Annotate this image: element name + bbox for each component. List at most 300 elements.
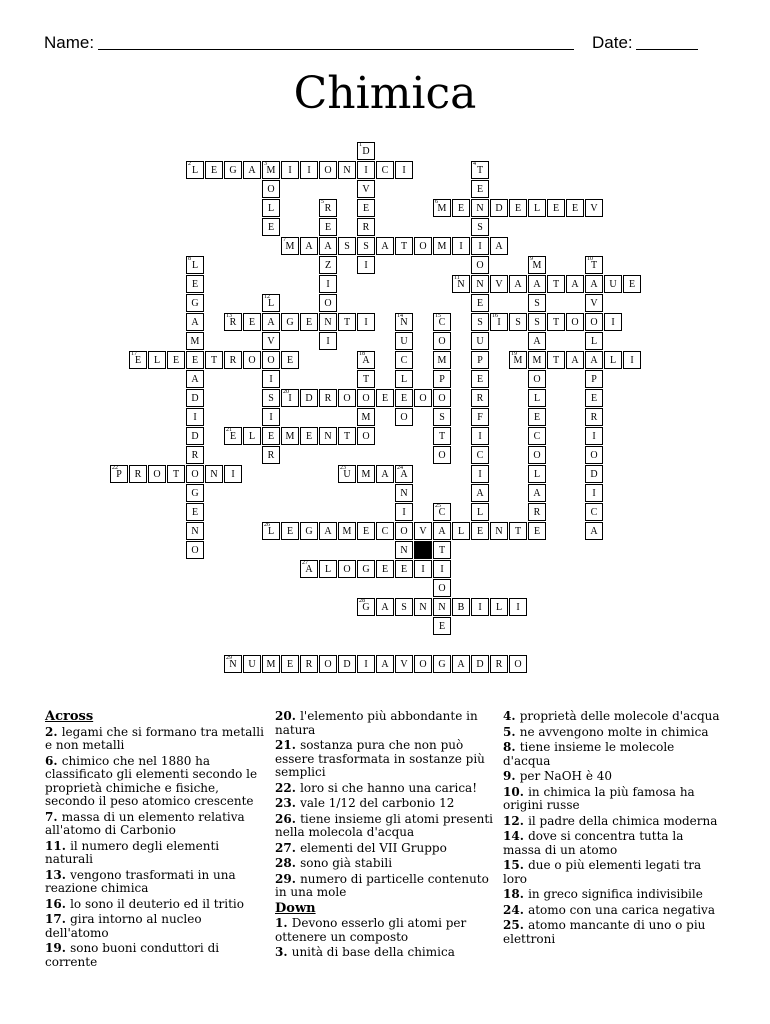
clue — [503, 830, 723, 857]
grid-cell[interactable] — [186, 427, 204, 445]
grid-cell[interactable] — [281, 313, 299, 331]
grid-cell[interactable] — [528, 313, 546, 331]
clue — [45, 942, 267, 969]
grid-cell[interactable] — [433, 427, 451, 445]
grid-cell[interactable] — [357, 598, 375, 616]
grid-cell[interactable] — [433, 408, 451, 426]
grid-cell[interactable] — [471, 408, 489, 426]
grid-cell[interactable] — [528, 294, 546, 312]
grid-cell[interactable] — [528, 522, 546, 540]
grid-cell[interactable] — [566, 275, 584, 293]
grid-cell[interactable] — [357, 256, 375, 274]
grid-cell[interactable] — [129, 465, 147, 483]
grid-cell[interactable] — [395, 465, 413, 483]
grid-cell[interactable] — [395, 237, 413, 255]
grid-cell[interactable] — [243, 161, 261, 179]
clue-number: 22 — [112, 465, 118, 471]
grid-cell[interactable] — [471, 389, 489, 407]
grid-cell[interactable] — [357, 351, 375, 369]
grid-cell[interactable] — [547, 275, 565, 293]
grid-cell[interactable] — [338, 161, 356, 179]
cell-letter: I — [307, 165, 311, 176]
grid-cell[interactable] — [433, 655, 451, 673]
grid-cell[interactable] — [509, 199, 527, 217]
cell-letter: D — [343, 659, 351, 670]
grid-cell[interactable] — [433, 579, 451, 597]
grid-cell[interactable] — [471, 332, 489, 350]
grid-cell[interactable] — [490, 598, 508, 616]
grid-cell[interactable] — [604, 313, 622, 331]
grid-cell[interactable] — [319, 275, 337, 293]
grid-cell[interactable] — [414, 598, 432, 616]
cell-letter: I — [592, 488, 596, 499]
clue-number: 14. — [503, 829, 529, 843]
grid-cell[interactable] — [319, 522, 337, 540]
cell-letter: C — [400, 355, 408, 366]
grid-cell[interactable] — [471, 161, 489, 179]
grid-cell[interactable] — [224, 313, 242, 331]
grid-cell[interactable] — [528, 275, 546, 293]
cell-letter: L — [495, 602, 503, 613]
grid-cell[interactable] — [319, 218, 337, 236]
grid-cell[interactable] — [528, 427, 546, 445]
grid-cell[interactable] — [528, 199, 546, 217]
grid-cell[interactable] — [148, 351, 166, 369]
cell-letter: I — [478, 431, 482, 442]
grid-cell[interactable] — [452, 275, 470, 293]
grid-cell[interactable] — [585, 370, 603, 388]
grid-cell[interactable] — [357, 408, 375, 426]
grid-cell[interactable] — [433, 617, 451, 635]
grid-cell[interactable] — [433, 598, 451, 616]
grid-cell[interactable] — [566, 199, 584, 217]
grid-cell[interactable] — [585, 446, 603, 464]
grid-cell[interactable] — [376, 237, 394, 255]
grid-cell[interactable] — [300, 313, 318, 331]
grid-cell[interactable] — [585, 294, 603, 312]
grid-cell[interactable] — [471, 237, 489, 255]
grid-cell[interactable] — [357, 313, 375, 331]
grid-cell[interactable] — [186, 275, 204, 293]
grid-cell[interactable] — [186, 408, 204, 426]
grid-cell[interactable] — [395, 598, 413, 616]
grid-cell[interactable] — [395, 332, 413, 350]
grid-cell[interactable] — [471, 522, 489, 540]
grid-cell[interactable] — [281, 389, 299, 407]
grid-cell[interactable] — [566, 351, 584, 369]
grid-cell[interactable] — [281, 427, 299, 445]
cell-letter: N — [476, 203, 484, 214]
grid-cell[interactable] — [186, 313, 204, 331]
grid-cell[interactable] — [357, 389, 375, 407]
grid-cell[interactable] — [338, 560, 356, 578]
grid-cell[interactable] — [452, 522, 470, 540]
grid-cell[interactable] — [186, 446, 204, 464]
cell-letter: I — [440, 564, 444, 575]
grid-cell[interactable] — [186, 161, 204, 179]
grid-cell[interactable] — [547, 199, 565, 217]
cell-letter: A — [571, 279, 579, 290]
grid-cell[interactable] — [395, 161, 413, 179]
grid-cell[interactable] — [623, 275, 641, 293]
clue-text: legami che si formano tra metalli e non metalli — [45, 724, 264, 752]
grid-cell[interactable] — [262, 313, 280, 331]
clue-number: 18. — [503, 887, 529, 901]
grid-cell[interactable] — [585, 351, 603, 369]
clue — [503, 888, 723, 902]
cell-letter: O — [438, 393, 446, 404]
grid-cell[interactable] — [224, 655, 242, 673]
grid-cell[interactable] — [471, 446, 489, 464]
cell-letter: T — [438, 431, 446, 442]
grid-cell[interactable] — [490, 655, 508, 673]
cell-letter: C — [438, 507, 446, 518]
cell-letter: C — [381, 165, 389, 176]
grid-cell[interactable] — [167, 465, 185, 483]
grid-cell[interactable] — [395, 541, 413, 559]
grid-cell[interactable] — [319, 161, 337, 179]
grid-cell[interactable] — [338, 237, 356, 255]
grid-cell[interactable] — [395, 389, 413, 407]
grid-cell[interactable] — [471, 351, 489, 369]
grid-cell[interactable] — [262, 522, 280, 540]
grid-cell[interactable] — [129, 351, 147, 369]
grid-cell[interactable] — [300, 655, 318, 673]
grid-cell[interactable] — [566, 313, 584, 331]
grid-cell[interactable] — [471, 275, 489, 293]
grid-cell[interactable] — [338, 465, 356, 483]
grid-cell[interactable] — [414, 655, 432, 673]
grid-cell[interactable] — [509, 313, 527, 331]
grid-cell[interactable] — [433, 389, 451, 407]
grid-cell[interactable] — [433, 446, 451, 464]
grid-cell[interactable] — [585, 199, 603, 217]
grid-cell[interactable] — [376, 598, 394, 616]
clue-text: lo sono il deuterio ed il tritio — [70, 896, 244, 911]
cell-letter: L — [153, 355, 161, 366]
grid-cell[interactable] — [357, 237, 375, 255]
grid-cell[interactable] — [528, 370, 546, 388]
grid-cell[interactable] — [262, 389, 280, 407]
cell-letter: A — [324, 241, 332, 252]
grid-cell[interactable] — [186, 351, 204, 369]
grid-cell[interactable] — [395, 522, 413, 540]
cell-letter: C — [533, 431, 541, 442]
grid-cell[interactable] — [262, 351, 280, 369]
clue-number: 2. — [45, 724, 62, 739]
grid-cell[interactable] — [357, 465, 375, 483]
grid-cell[interactable] — [509, 598, 527, 616]
grid-cell[interactable] — [528, 503, 546, 521]
grid-cell[interactable] — [433, 541, 451, 559]
grid-cell[interactable] — [300, 161, 318, 179]
grid-cell[interactable] — [585, 427, 603, 445]
name-label: Name: — [44, 33, 95, 52]
grid-cell[interactable] — [376, 560, 394, 578]
cell-letter: M — [532, 260, 542, 271]
grid-cell[interactable] — [585, 465, 603, 483]
grid-cell[interactable] — [452, 237, 470, 255]
grid-cell[interactable] — [509, 351, 527, 369]
grid-cell[interactable] — [357, 560, 375, 578]
clue-number: 17. — [45, 912, 71, 926]
grid-cell[interactable] — [433, 313, 451, 331]
grid-cell[interactable] — [509, 275, 527, 293]
cell-letter: I — [193, 412, 197, 423]
grid-cell[interactable] — [528, 408, 546, 426]
cell-letter: T — [552, 279, 560, 290]
grid-cell[interactable] — [376, 522, 394, 540]
grid-cell[interactable] — [186, 256, 204, 274]
clue-text: massa di un elemento relativa all'atomo di Carbonio — [45, 809, 245, 837]
grid-cell[interactable] — [205, 465, 223, 483]
grid-cell[interactable] — [433, 199, 451, 217]
grid-cell[interactable] — [433, 351, 451, 369]
grid-cell[interactable] — [186, 465, 204, 483]
grid-cell[interactable] — [186, 294, 204, 312]
grid-cell[interactable] — [490, 313, 508, 331]
grid-cell[interactable] — [414, 237, 432, 255]
grid-cell[interactable] — [110, 465, 128, 483]
grid-cell[interactable] — [262, 408, 280, 426]
grid-cell[interactable] — [243, 313, 261, 331]
grid-cell[interactable] — [319, 389, 337, 407]
grid-cell[interactable] — [395, 313, 413, 331]
grid-cell[interactable] — [471, 256, 489, 274]
cell-letter: A — [248, 165, 256, 176]
grid-cell[interactable] — [585, 332, 603, 350]
grid-cell[interactable] — [186, 389, 204, 407]
grid-cell[interactable] — [357, 655, 375, 673]
grid-cell[interactable] — [528, 332, 546, 350]
grid-cell[interactable] — [357, 161, 375, 179]
grid-cell[interactable] — [395, 484, 413, 502]
grid-cell[interactable] — [471, 218, 489, 236]
grid-cell[interactable] — [528, 465, 546, 483]
grid-cell[interactable] — [262, 199, 280, 217]
grid-cell[interactable] — [452, 655, 470, 673]
grid-cell[interactable] — [585, 256, 603, 274]
grid-cell[interactable] — [224, 427, 242, 445]
clue-text: gira intorno al nucleo dell'atomo — [45, 912, 202, 940]
grid-cell[interactable] — [509, 655, 527, 673]
grid-cell[interactable] — [528, 351, 546, 369]
grid-cell[interactable] — [376, 389, 394, 407]
grid-cell[interactable] — [300, 427, 318, 445]
grid-cell[interactable] — [490, 237, 508, 255]
grid-cell[interactable] — [528, 446, 546, 464]
grid-cell[interactable] — [262, 446, 280, 464]
grid-cell[interactable] — [357, 218, 375, 236]
grid-cell[interactable] — [414, 389, 432, 407]
cell-letter: C — [438, 317, 446, 328]
cell-letter: L — [476, 507, 484, 518]
grid-cell[interactable] — [281, 522, 299, 540]
grid-cell[interactable] — [376, 655, 394, 673]
grid-cell[interactable] — [585, 389, 603, 407]
grid-cell[interactable] — [243, 351, 261, 369]
grid-cell[interactable] — [433, 560, 451, 578]
grid-cell[interactable] — [604, 275, 622, 293]
grid-cell[interactable] — [262, 427, 280, 445]
clue-number: 20 — [283, 389, 289, 395]
clue-number: 18 — [359, 351, 365, 357]
grid-cell[interactable] — [471, 180, 489, 198]
cell-letter: E — [476, 374, 484, 385]
grid-cell[interactable] — [262, 180, 280, 198]
grid-cell[interactable] — [471, 294, 489, 312]
grid-cell[interactable] — [205, 161, 223, 179]
grid-cell[interactable] — [528, 389, 546, 407]
grid-cell[interactable] — [338, 655, 356, 673]
clue-number: 5 — [321, 199, 324, 205]
cell-letter: I — [459, 241, 463, 252]
grid-cell[interactable] — [338, 389, 356, 407]
grid-cell[interactable] — [509, 522, 527, 540]
grid-cell[interactable] — [186, 484, 204, 502]
clue-text: due o più elementi legati tra loro — [503, 858, 702, 886]
grid-cell[interactable] — [528, 484, 546, 502]
grid-cell[interactable] — [148, 465, 166, 483]
cell-letter: S — [268, 393, 274, 404]
grid-cell[interactable] — [585, 503, 603, 521]
grid-cell[interactable] — [357, 180, 375, 198]
cell-letter: P — [591, 374, 597, 385]
grid-cell[interactable] — [262, 332, 280, 350]
clue-text: vengono trasformati in una reazione chimica — [45, 867, 236, 895]
grid-cell[interactable] — [471, 503, 489, 521]
grid-cell[interactable] — [471, 655, 489, 673]
grid-cell[interactable] — [585, 408, 603, 426]
grid-cell[interactable] — [300, 560, 318, 578]
grid-cell[interactable] — [471, 465, 489, 483]
grid-cell[interactable] — [281, 161, 299, 179]
grid-cell[interactable] — [585, 313, 603, 331]
cell-letter: O — [343, 564, 351, 575]
grid-cell[interactable] — [319, 237, 337, 255]
grid-cell[interactable] — [433, 237, 451, 255]
cell-letter: I — [364, 317, 368, 328]
grid-cell[interactable] — [262, 294, 280, 312]
grid-cell[interactable] — [471, 427, 489, 445]
grid-cell[interactable] — [357, 522, 375, 540]
cell-letter: M — [361, 412, 371, 423]
grid-cell[interactable] — [547, 351, 565, 369]
grid-cell[interactable] — [471, 598, 489, 616]
grid-cell[interactable] — [281, 655, 299, 673]
grid-cell[interactable] — [433, 503, 451, 521]
grid-cell[interactable] — [433, 522, 451, 540]
grid-cell[interactable] — [414, 522, 432, 540]
grid-cell[interactable] — [585, 275, 603, 293]
grid-cell[interactable] — [433, 370, 451, 388]
grid-cell[interactable] — [357, 370, 375, 388]
cell-letter: R — [305, 659, 313, 670]
grid-cell[interactable] — [319, 199, 337, 217]
grid-cell[interactable] — [186, 522, 204, 540]
clue-number: 28. — [275, 856, 301, 870]
grid-cell[interactable] — [395, 370, 413, 388]
grid-cell[interactable] — [395, 351, 413, 369]
grid-cell[interactable] — [547, 313, 565, 331]
grid-cell[interactable] — [585, 484, 603, 502]
grid-cell[interactable] — [471, 484, 489, 502]
grid-cell[interactable] — [414, 560, 432, 578]
grid-cell[interactable] — [471, 199, 489, 217]
grid-cell[interactable] — [319, 427, 337, 445]
grid-cell[interactable] — [224, 161, 242, 179]
grid-cell[interactable] — [471, 370, 489, 388]
grid-cell[interactable] — [319, 560, 337, 578]
grid-cell[interactable] — [319, 294, 337, 312]
grid-cell[interactable] — [395, 560, 413, 578]
grid-cell[interactable] — [300, 389, 318, 407]
grid-cell[interactable] — [224, 465, 242, 483]
grid-cell[interactable] — [395, 655, 413, 673]
clue-number: 24 — [397, 465, 403, 471]
grid-cell[interactable] — [300, 237, 318, 255]
grid-cell[interactable] — [376, 161, 394, 179]
grid-cell[interactable] — [452, 598, 470, 616]
grid-cell[interactable] — [528, 256, 546, 274]
cell-letter: C — [476, 450, 484, 461]
cell-letter: N — [400, 488, 408, 499]
grid-cell[interactable] — [433, 332, 451, 350]
grid-cell[interactable] — [262, 655, 280, 673]
grid-cell[interactable] — [167, 351, 185, 369]
grid-cell[interactable] — [243, 427, 261, 445]
grid-cell[interactable] — [395, 408, 413, 426]
grid-cell[interactable] — [376, 465, 394, 483]
grid-cell[interactable] — [357, 142, 375, 160]
grid-cell[interactable] — [319, 655, 337, 673]
grid-cell[interactable] — [623, 351, 641, 369]
clue-number: 15 — [435, 313, 441, 319]
grid-cell[interactable] — [357, 199, 375, 217]
grid-cell[interactable] — [395, 503, 413, 521]
grid-cell[interactable] — [262, 161, 280, 179]
grid-cell[interactable] — [338, 313, 356, 331]
cell-letter: T — [514, 526, 522, 537]
grid-cell[interactable] — [205, 351, 223, 369]
grid-cell[interactable] — [319, 256, 337, 274]
grid-cell[interactable] — [243, 655, 261, 673]
grid-cell[interactable] — [490, 275, 508, 293]
grid-cell[interactable] — [186, 541, 204, 559]
grid-cell[interactable] — [585, 522, 603, 540]
cell-letter: A — [590, 526, 598, 537]
grid-cell[interactable] — [186, 332, 204, 350]
grid-cell[interactable] — [452, 199, 470, 217]
grid-cell[interactable] — [262, 370, 280, 388]
grid-cell[interactable] — [604, 351, 622, 369]
grid-cell[interactable] — [490, 199, 508, 217]
grid-cell[interactable] — [319, 332, 337, 350]
grid-cell[interactable] — [319, 313, 337, 331]
grid-cell[interactable] — [186, 503, 204, 521]
grid-cell[interactable] — [186, 370, 204, 388]
grid-cell[interactable] — [300, 522, 318, 540]
grid-cell[interactable] — [281, 237, 299, 255]
grid-cell[interactable] — [338, 427, 356, 445]
grid-cell[interactable] — [281, 351, 299, 369]
grid-cell[interactable] — [471, 313, 489, 331]
grid-cell[interactable] — [357, 427, 375, 445]
grid-cell[interactable] — [490, 522, 508, 540]
grid-cell[interactable] — [338, 522, 356, 540]
grid-cell[interactable] — [262, 218, 280, 236]
grid-cell[interactable] — [224, 351, 242, 369]
